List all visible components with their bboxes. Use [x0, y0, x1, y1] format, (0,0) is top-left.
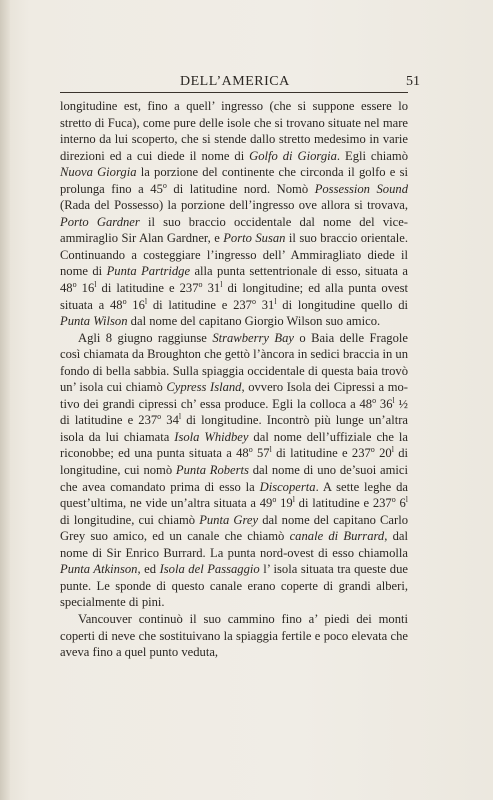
header-rule — [60, 92, 408, 93]
degree-mark: o — [370, 445, 375, 455]
text-run: dal nome del capitano Giorgio Wilson suo amico. — [127, 314, 381, 329]
text-run: 31 — [202, 281, 221, 296]
degree-mark: o — [248, 445, 253, 455]
text-run: dal nome del capitano Carlo Grey suo amico, ed un canale che chiamò — [60, 512, 408, 544]
degree-mark: o — [162, 180, 167, 190]
text-run: di longitudine, cui chiamò — [60, 512, 200, 527]
text-run: alla punta settentrionale di esso, situata a 48 — [60, 264, 408, 296]
text-run: . Egli chiamò — [336, 148, 408, 163]
running-title: DELL’AMERICA — [180, 74, 290, 89]
text-run: . A sette leghe da quest’ultima, ne vide un’altra situata a 49 — [60, 479, 408, 511]
italic-name: Possession Sound — [314, 181, 408, 196]
paragraph-2 — [60, 330, 408, 611]
text-run: Agli 8 giugno raggiunse — [78, 330, 213, 345]
text-run: di latitudine e 237 — [96, 281, 199, 296]
degree-mark: o — [157, 412, 162, 422]
text-run: la porzione del continente che circonda il golfo e si prolunga fino a 45 — [60, 165, 408, 196]
page-header — [60, 70, 420, 92]
text-run: di longitudine quello di — [276, 297, 408, 312]
italic-name: Golfo di Giorgia — [249, 148, 337, 163]
text-run: o Baia delle Fragole così chiamata da Broughton che gettò l’àncora in sedici braccia in un fondo di bella sabbia. Sulla spiaggia occidentale di questa baia trovò un’ isola cui chiamò — [60, 330, 408, 395]
degree-mark: o — [251, 296, 256, 306]
degree-mark: l — [405, 495, 409, 505]
page-number: 51 — [406, 74, 420, 89]
text-run: dal nome dell’uffiziale che la riconobbe; ed una punta situata a 48 — [60, 429, 408, 461]
text-run: il suo braccio orientale. Continuando a costeggiare l’ingresso dell’ Ammiragliato diede il nome di — [60, 231, 408, 279]
italic-name: Punta Partridge — [106, 264, 191, 279]
degree-mark: o — [372, 395, 377, 405]
body-text — [60, 98, 408, 661]
degree-mark: l — [144, 296, 148, 306]
text-run: dal nome di uno de’suoi amici che avea comandato prima di esso la — [60, 463, 408, 494]
italic-name: Punta Grey — [199, 512, 259, 527]
degree-mark: l — [94, 280, 97, 290]
text-run: 20 — [374, 446, 392, 461]
text-run: , ovvero Isola dei Cipressi a motivo dei grandi cipressi ch’ essa produce. Egli la colloca a 48 — [60, 380, 408, 411]
paragraph-3 — [60, 611, 408, 661]
text-run: 31 — [255, 297, 275, 312]
degree-mark: l — [178, 412, 182, 422]
italic-name: Discoperta — [259, 479, 316, 494]
italic-name: canale di Burrard — [289, 529, 385, 544]
italic-name: Isola Whidbey — [174, 429, 249, 444]
text-run: il suo braccio occidentale dal nome del vice-ammiraglio Sir Alan Gardner, e — [60, 214, 408, 246]
text-run: Vancouver continuò il suo cammino fino a’ piedi dei monti coperti di neve che sostituivano la spiaggia fertile e poco elevata che aveva fino a quel punto veduta, — [60, 611, 408, 660]
degree-mark: o — [72, 280, 77, 290]
italic-name: Cypress Island — [166, 380, 242, 395]
text-run: di latitudine e 237 — [147, 297, 252, 312]
text-run: di latitudine e 237 — [271, 446, 371, 461]
degree-mark: l — [292, 495, 295, 505]
text-run: ½ di latitudine e 237 — [60, 396, 408, 428]
degree-mark: o — [198, 280, 203, 290]
text-run: longitudine est, fino a quell’ ingresso (che si suppone essere lo stretto di Fuca), come pure delle isole che si trovano situate nel mare interno da lui scoperto, che si stende dallo stretto medesimo in varie direzioni ed a cui diede il nome di — [60, 99, 408, 163]
degree-mark: l — [220, 280, 223, 290]
italic-name: Punta Atkinson — [60, 562, 138, 577]
text-run: 6 — [395, 496, 406, 511]
text-run: (Rada del Possesso) la porzione dell’ingresso ove allora si trovava, — [60, 198, 408, 213]
degree-mark: o — [122, 296, 127, 306]
page-gutter-shadow — [0, 0, 10, 800]
italic-name: Porto Gardner — [60, 214, 140, 229]
italic-name: Punta Wilson — [60, 314, 128, 329]
text-run: , dal nome di Sir Enrico Burrard. La punta nord-ovest di esso chiamolla — [60, 529, 408, 560]
text-run: 16 — [126, 297, 145, 312]
text-run: , ed — [137, 562, 160, 577]
degree-mark: l — [269, 445, 272, 455]
text-run: 57 — [252, 446, 270, 461]
text-run: 19 — [276, 496, 293, 511]
italic-name: Nuova Giorgia — [60, 165, 137, 180]
italic-name: Strawberry Bay — [212, 330, 294, 345]
degree-mark: l — [392, 395, 395, 405]
text-run: 36 — [376, 396, 393, 411]
degree-mark: l — [391, 445, 394, 455]
text-run: di latitudine e 237 — [294, 496, 392, 511]
text-run: di longitudine; ed alla punta ovest situata a 48 — [60, 281, 409, 312]
degree-mark: o — [272, 495, 277, 505]
italic-name: Punta Roberts — [175, 463, 249, 478]
paragraph-1 — [60, 98, 408, 330]
text-run: 34 — [161, 413, 179, 428]
text-run: di longitudine. Incontrò più lunge un’altra isola da lui chiamata — [60, 413, 408, 444]
text-run: di longitudine, cui nomò — [60, 446, 409, 478]
italic-name: Porto Susan — [223, 231, 286, 246]
degree-mark: l — [274, 296, 277, 306]
text-run: di latitudine nord. Nomò — [166, 181, 315, 196]
text-run: 16 — [76, 281, 95, 296]
italic-name: Isola del Passaggio — [159, 562, 260, 577]
text-run: l’ isola situata tra queste due punte. Le sponde di questo canale erano coperte di grandi alberi, specialmente di pini. — [60, 562, 408, 610]
degree-mark: o — [391, 495, 396, 505]
